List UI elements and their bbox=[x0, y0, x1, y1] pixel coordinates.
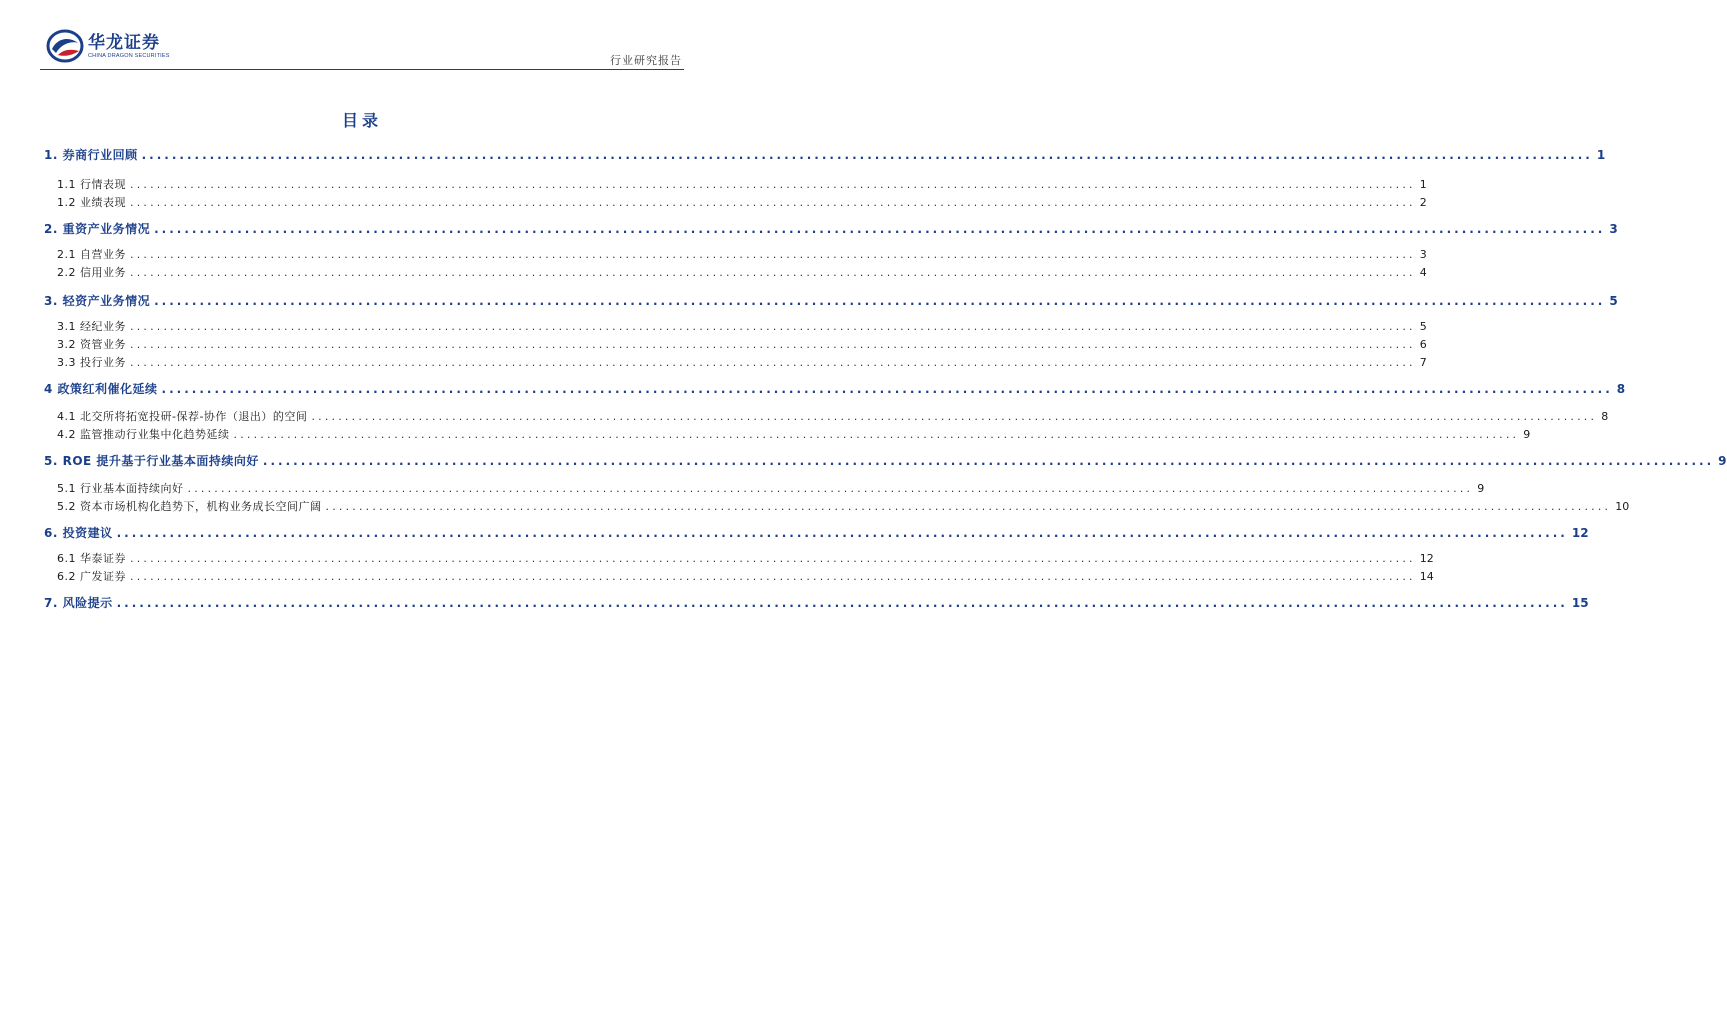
toc-dot-leader: ................................................................................................................................................................................................ bbox=[233, 428, 1520, 441]
logo-chinese-name: 华龙证券 bbox=[88, 32, 160, 53]
toc-section-entry[interactable] bbox=[44, 220, 1618, 238]
toc-entry-label: 1. 券商行业回顾 bbox=[44, 148, 138, 162]
toc-dot-leader: ................................................................................................................................................................................................ bbox=[130, 338, 1416, 351]
toc-entry-label: 2.1 自营业务 bbox=[57, 248, 126, 261]
toc-dot-leader: ................................................................................................................................................................................................ bbox=[130, 570, 1416, 583]
toc-entry-label: 5. ROE 提升基于行业基本面持续向好 bbox=[44, 454, 259, 468]
toc-dot-leader: ................................................................................................................................................................................................ bbox=[154, 294, 1606, 308]
toc-entry-label: 6.2 广发证券 bbox=[57, 570, 126, 583]
toc-entry-label: 7. 风险提示 bbox=[44, 596, 113, 610]
toc-entry-label: 4.1 北交所将拓宽投研-保荐-协作（退出）的空间 bbox=[57, 410, 308, 423]
toc-page-number: 6 bbox=[1419, 338, 1427, 351]
page-header bbox=[40, 22, 684, 72]
toc-dot-leader: ................................................................................................................................................................................................ bbox=[154, 222, 1606, 236]
toc-entry-label: 4.2 监管推动行业集中化趋势延续 bbox=[57, 428, 230, 441]
company-logo bbox=[46, 28, 170, 64]
header-divider bbox=[40, 69, 684, 70]
toc-dot-leader: ................................................................................................................................................................................................ bbox=[311, 410, 1598, 423]
toc-subsection-entry[interactable] bbox=[57, 568, 1434, 586]
toc-dot-leader: ................................................................................................................................................................................................ bbox=[130, 178, 1416, 191]
toc-page-number: 7 bbox=[1419, 356, 1427, 369]
toc-page-number: 1 bbox=[1419, 178, 1427, 191]
toc-subsection-entry[interactable] bbox=[57, 354, 1427, 372]
toc-entry-label: 5.2 资本市场机构化趋势下，机构业务成长空间广阔 bbox=[57, 500, 322, 513]
toc-subsection-entry[interactable] bbox=[57, 480, 1485, 498]
toc-subsection-entry[interactable] bbox=[57, 264, 1427, 282]
toc-dot-leader: ................................................................................................................................................................................................ bbox=[130, 196, 1416, 209]
toc-entry-label: 2. 重资产业务情况 bbox=[44, 222, 151, 236]
toc-dot-leader: ................................................................................................................................................................................................ bbox=[130, 248, 1416, 261]
toc-dot-leader: ................................................................................................................................................................................................ bbox=[130, 552, 1416, 565]
toc-section-entry[interactable] bbox=[44, 594, 1589, 612]
toc-dot-leader: ................................................................................................................................................................................................ bbox=[130, 356, 1416, 369]
toc-page-number: 9 bbox=[1477, 482, 1485, 495]
toc-entry-label: 5.1 行业基本面持续向好 bbox=[57, 482, 184, 495]
toc-subsection-entry[interactable] bbox=[57, 408, 1609, 426]
toc-page-number: 3 bbox=[1419, 248, 1427, 261]
toc-subsection-entry[interactable] bbox=[57, 498, 1630, 516]
toc-dot-leader: ................................................................................................................................................................................................ bbox=[141, 148, 1593, 162]
dragon-logo-icon bbox=[46, 29, 84, 63]
toc-section-entry[interactable] bbox=[44, 452, 1727, 470]
toc-dot-leader: ................................................................................................................................................................................................ bbox=[187, 482, 1474, 495]
toc-page-number: 5 bbox=[1609, 294, 1618, 308]
toc-section-entry[interactable] bbox=[44, 524, 1589, 542]
toc-dot-leader: ................................................................................................................................................................................................ bbox=[130, 266, 1416, 279]
toc-subsection-entry[interactable] bbox=[57, 550, 1434, 568]
toc-dot-leader: ................................................................................................................................................................................................ bbox=[262, 454, 1715, 468]
toc-section-entry[interactable] bbox=[44, 380, 1626, 398]
toc-entry-label: 2.2 信用业务 bbox=[57, 266, 126, 279]
report-type-label: 行业研究报告 bbox=[610, 54, 682, 67]
toc-page-number: 8 bbox=[1616, 382, 1626, 396]
toc-subsection-entry[interactable] bbox=[57, 336, 1427, 354]
toc-dot-leader: ................................................................................................................................................................................................ bbox=[116, 526, 1568, 540]
toc-page-number: 5 bbox=[1419, 320, 1427, 333]
toc-page-number: 3 bbox=[1609, 222, 1618, 236]
toc-page-number: 8 bbox=[1601, 410, 1609, 423]
toc-subsection-entry[interactable] bbox=[57, 426, 1531, 444]
toc-subsection-entry[interactable] bbox=[57, 246, 1427, 264]
toc-entry-label: 1.2 业绩表现 bbox=[57, 196, 126, 209]
toc-dot-leader: ................................................................................................................................................................................................ bbox=[130, 320, 1416, 333]
toc-page-number: 14 bbox=[1419, 570, 1434, 583]
toc-entry-label: 1.1 行情表现 bbox=[57, 178, 126, 191]
toc-page-number: 15 bbox=[1571, 596, 1589, 610]
toc-section-entry[interactable] bbox=[44, 292, 1618, 310]
toc-entry-label: 6. 投资建议 bbox=[44, 526, 113, 540]
toc-entry-label: 3. 轻资产业务情况 bbox=[44, 294, 151, 308]
toc-entry-label: 3.1 经纪业务 bbox=[57, 320, 126, 333]
toc-dot-leader: ................................................................................................................................................................................................ bbox=[325, 500, 1612, 513]
toc-page-number: 1 bbox=[1596, 148, 1606, 162]
toc-page-number: 9 bbox=[1718, 454, 1727, 468]
toc-page-number: 10 bbox=[1615, 500, 1630, 513]
toc-subsection-entry[interactable] bbox=[57, 176, 1427, 194]
toc-entry-label: 4 政策红利催化延续 bbox=[44, 382, 158, 396]
toc-page-number: 4 bbox=[1419, 266, 1427, 279]
toc-page-number: 12 bbox=[1571, 526, 1589, 540]
toc-section-entry[interactable] bbox=[44, 146, 1606, 164]
toc-subsection-entry[interactable] bbox=[57, 318, 1427, 336]
toc-page-number: 2 bbox=[1419, 196, 1427, 209]
logo-english-name: CHINA DRAGON SECURITIES bbox=[88, 52, 170, 59]
toc-title: 目录 bbox=[341, 111, 382, 130]
toc-entry-label: 6.1 华泰证券 bbox=[57, 552, 126, 565]
toc-subsection-entry[interactable] bbox=[57, 194, 1427, 212]
toc-page-number: 12 bbox=[1419, 552, 1434, 565]
toc-entry-label: 3.2 资管业务 bbox=[57, 338, 126, 351]
toc-dot-leader: ................................................................................................................................................................................................ bbox=[116, 596, 1568, 610]
toc-page-number: 9 bbox=[1523, 428, 1531, 441]
toc-dot-leader: ................................................................................................................................................................................................ bbox=[161, 382, 1613, 396]
toc-entry-label: 3.3 投行业务 bbox=[57, 356, 126, 369]
